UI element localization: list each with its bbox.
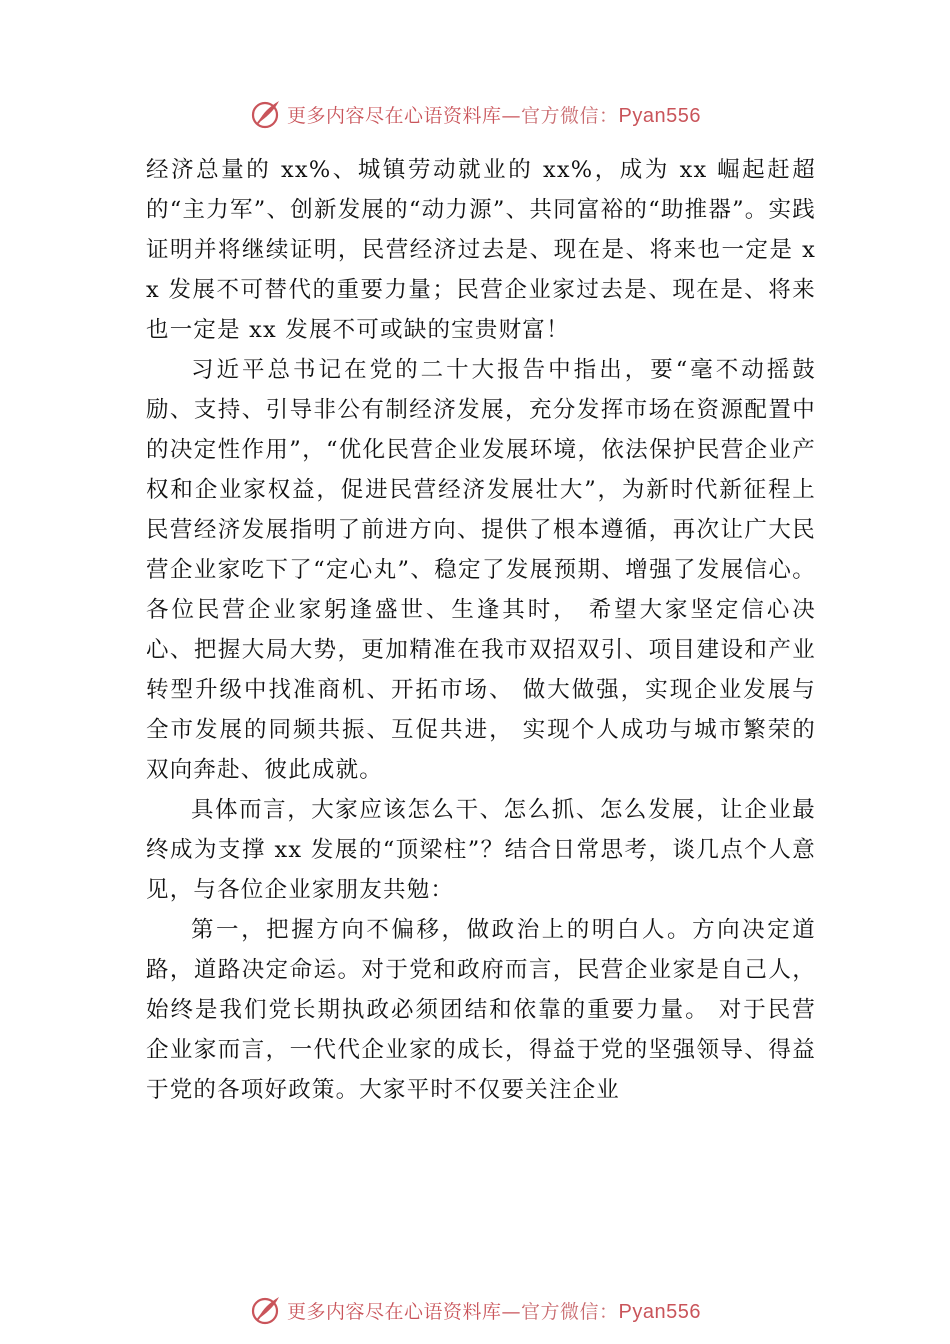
footer-brand: 更多内容尽在心语资料库 <box>287 1300 502 1323</box>
header-separator: — <box>501 104 522 127</box>
paragraph-3: 具体而言，大家应该怎么干、怎么抓、怎么发展，让企业最终成为支撑 xx 发展的“顶梁柱”？结合日常思考，谈几点个人意见，与各位企业家朋友共勉： <box>146 797 816 903</box>
quill-logo-icon <box>249 1293 283 1327</box>
header-banner <box>0 94 950 134</box>
footer-contact: Pyan556 <box>618 1300 701 1323</box>
header-brand: 更多内容尽在心语资料库 <box>287 104 502 127</box>
header-contact: Pyan556 <box>618 104 701 127</box>
footer-label: 官方微信： <box>521 1300 619 1323</box>
footer-separator: — <box>501 1300 522 1323</box>
header-text <box>287 101 701 128</box>
footer-banner <box>0 1290 950 1330</box>
header-label: 官方微信： <box>521 104 619 127</box>
paragraph-4: 第一，把握方向不偏移，做政治上的明白人。方向决定道路，道路决定命运。对于党和政府而言，民营企业家是自己人，始终是我们党长期执政必须团结和依靠的重要力量。 对于民营企业家而言，一代代企业家的成长，得益于党的坚强领导、得益于党的各项好政策。大家平时不仅要关注企业 <box>146 917 816 1103</box>
paragraph-1: 经济总量的 xx%、城镇劳动就业的 xx%，成为 xx 崛起赶超的“主力军”、创新发展的“动力源”、共同富裕的“助推器”。实践证明并将继续证明，民营经济过去是、现在是、将来也一定是 xx 发展不可替代的重要力量；民营企业家过去是、现在是、将来也一定是 xx 发展不可或缺的宝贵财富！ <box>146 157 816 343</box>
footer-text <box>287 1297 701 1324</box>
document-body <box>146 150 816 1110</box>
paragraph-2: 习近平总书记在党的二十大报告中指出，要“毫不动摇鼓励、支持、引导非公有制经济发展，充分发挥市场在资源配置中的决定性作用”，“优化民营企业发展环境，依法保护民营企业产权和企业家权益，促进民营经济发展壮大”，为新时代新征程上民营经济发展指明了前进方向、提供了根本遵循，再次让广大民营企业家吃下了“定心丸”、稳定了发展预期、增强了发展信心。各位民营企业家躬逢盛世、生逢其时， 希望大家坚定信心决心、把握大局大势，更加精准在我市双招双引、项目建设和产业转型升级中找准商机、开拓市场、 做大做强，实现企业发展与全市发展的同频共振、互促共进， 实现个人成功与城市繁荣的双向奔赴、彼此成就。 <box>146 357 816 783</box>
quill-logo-icon <box>249 97 283 131</box>
